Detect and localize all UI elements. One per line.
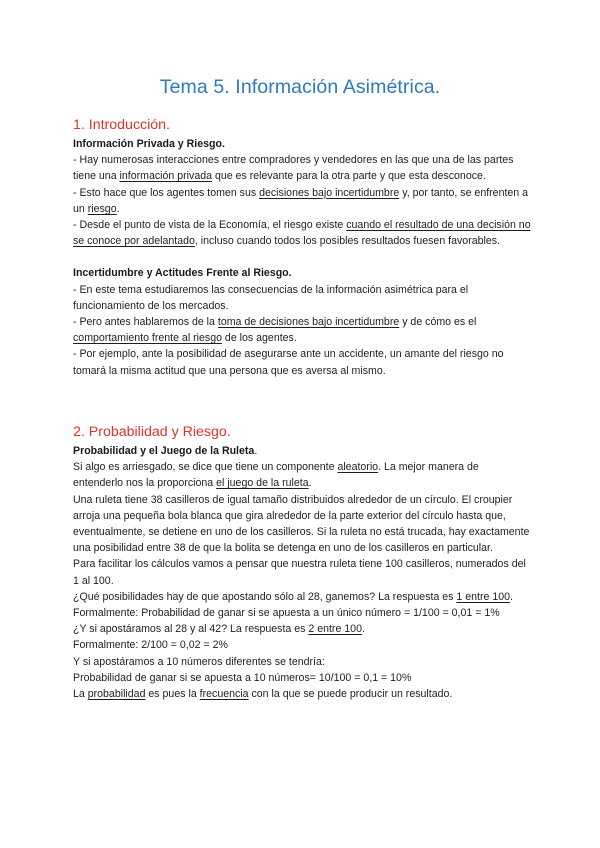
underlined-term: aleatorio [337, 461, 379, 474]
paragraph: - Pero antes hablaremos de la toma de decisiones bajo incertidumbre y de cómo es el comportamiento frente al riesgo de los agentes. [73, 316, 477, 345]
paragraph: Para facilitar los cálculos vamos a pensar que nuestra ruleta tiene 100 casilleros, numerados del 1 al 100. [73, 558, 526, 587]
underlined-term: comportamiento frente al riesgo [73, 332, 222, 345]
section-probabilidad [73, 424, 531, 702]
paragraph: Formalmente: 2/100 = 0,02 = 2% [73, 639, 228, 652]
underlined-term: cuando el resultado de una decisión no se conoce por adelantado [73, 219, 531, 248]
paragraph: Una ruleta tiene 38 casilleros de igual tamaño distribuidos alrededor de un círculo. El croupier arroja una pequeña bola blanca que gira alrededor de la parte exterior del círculo hasta que, eventualmente, se detiene en uno de los casilleros. Si la ruleta no está trucada, hay exactamente una posibilidad entre 38 de que la bolita se detenga en uno de los casilleros en particular. [73, 493, 530, 555]
section-introduccion [73, 117, 531, 379]
paragraph: ¿Y si apostáramos al 28 y al 42? La respuesta es 2 entre 100. [73, 623, 365, 636]
paragraph: Probabilidad de ganar si se apuesta a 10 números= 10/100 = 0,1 = 10% [73, 671, 412, 684]
paragraph: Formalmente: Probabilidad de ganar si se apuesta a un único número = 1/100 = 0,01 = 1% [73, 607, 500, 620]
paragraph: Y si apostáramos a 10 números diferentes se tendría: [73, 655, 325, 668]
paragraph: - Esto hace que los agentes tomen sus decisiones bajo incertidumbre y, por tanto, se enfrenten a un riesgo. [73, 186, 529, 215]
section-heading: 1. Introducción. [73, 117, 171, 133]
paragraph: Si algo es arriesgado, se dice que tiene un componente aleatorio. La mejor manera de entenderlo nos la proporciona el juego de la ruleta. [73, 461, 479, 490]
underlined-term: riesgo [87, 202, 117, 215]
underlined-term: 1 entre 100 [456, 590, 511, 603]
underlined-term: toma de decisiones bajo incertidumbre [217, 316, 400, 329]
underlined-term: decisiones bajo incertidumbre [259, 186, 400, 199]
paragraph: - Hay numerosas interacciones entre compradores y vendedores en las que una de las partes tiene una información privada que es relevante para la otra parte y que esta desconoce. [73, 154, 514, 183]
underlined-term: probabilidad [87, 688, 146, 701]
underlined-term: el juego de la ruleta [216, 477, 309, 490]
paragraph: La probabilidad es pues la frecuencia con la que se puede producir un resultado. [73, 688, 453, 701]
subsection-heading: Información Privada y Riesgo. [73, 138, 225, 150]
paragraph: - Por ejemplo, ante la posibilidad de asegurarse ante un accidente, un amante del riesgo no tomará la misma actitud que una persona que es aversa al mismo. [73, 348, 504, 377]
underlined-term: 2 entre 100 [308, 623, 362, 636]
section-heading: 2. Probabilidad y Riesgo. [73, 424, 231, 440]
underlined-term: frecuencia [199, 688, 249, 701]
subsection-heading: Incertidumbre y Actitudes Frente al Riesgo. [73, 267, 292, 280]
subsection-heading: Probabilidad y el Juego de la Ruleta. [73, 445, 258, 457]
paragraph: - En este tema estudiaremos las consecuencias de la información asimétrica para el funcionamiento de los mercados. [73, 283, 469, 312]
paragraph: ¿Qué posibilidades hay de que apostando sólo al 28, ganemos? La respuesta es 1 entre 100. [73, 590, 513, 603]
document-title: Tema 5. Información Asimétrica. [159, 76, 441, 98]
underlined-term: información privada [119, 170, 212, 183]
paragraph: - Desde el punto de vista de la Economía, el riesgo existe cuando el resultado de una decisión no se conoce por adelantado, incluso cuando todos los posibles resultados fuesen favorables. [73, 219, 531, 248]
